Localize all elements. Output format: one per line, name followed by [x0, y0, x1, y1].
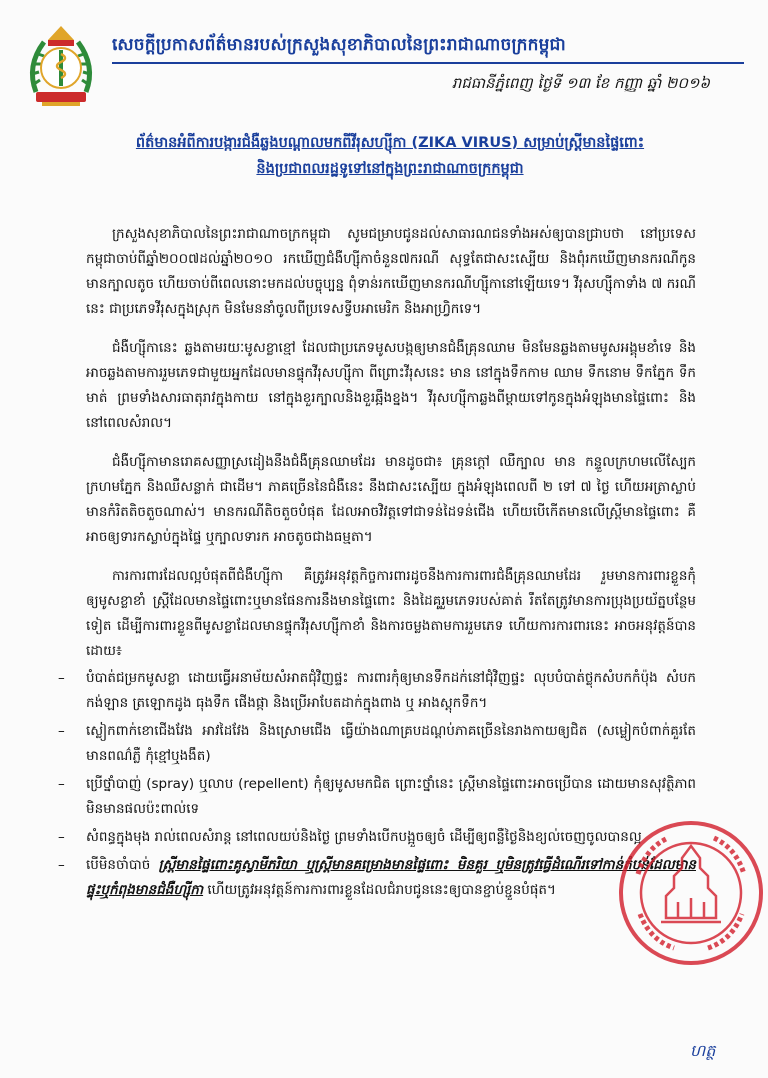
signature-initials: ហត្ថ — [690, 1041, 716, 1060]
letter-date: រាជធានីភ្នំពេញ ថ្ងៃទី ១៣ ខែ កញ្ញា ឆ្នាំ ២០១៦ — [451, 74, 710, 92]
paragraph-1: ក្រសួងសុខាភិបាលនៃព្រះរាជាណាចក្រកម្ពុជា សូមជម្រាបជូនដល់សាធារណជនទាំងអស់ឲ្យបានជ្រាបថា នៅប្រទេសកម្ពុជាចាប់ពីឆ្នាំ២០០៧ដល់ឆ្នាំ២០១០ រកឃើញជំងឺហ្ស៊ីកាចំនួន៧ករណី សុទ្ធតែជាសះស្បើយ និងពុំរកឃើញមានករណីកូនមានក្បាលតូច ហើយចាប់ពីពេលនោះមកដល់បច្ចុប្បន្ន ពុំទាន់រកឃើញមានករណីហ្ស៊ីកានៅឡើយទេ។ វីរុសហ្ស៊ីកាទាំង ៧ ករណីនេះ ជាប្រភេទវីរុសក្នុងស្រុក មិនមែននាំចូលពីប្រទេសទ្វីបអាមេរិក និងអាហ្វ្រិកទេ។ — [86, 226, 696, 317]
paragraph-4: ការការពារដែលល្អបំផុតពីជំងឺហ្ស៊ីកា គឺត្រូវអនុវត្តកិច្ចការពារដូចនឹងការការពារជំងឺគ្រុនឈាមដែរ រួមមានការពារខ្លួនកុំឲ្យមូសខ្លាខាំ ស្រ្តីដែលមានផ្ទៃពោះឬមានផែនការនឹងមានផ្ទៃពោះ និងដៃគូរួមភេទរបស់គាត់ រឹតតែត្រូវមានការប្រុងប្រយ័ត្នបន្ថែមទៀត ដើម្បីការពារខ្លួនពីមូសខ្លាដែលមានផ្ទុកវីរុសហ្ស៊ីកាខាំ និងការចម្លងតាមការរួមភេទ ហើយការការពារនេះ អាចអនុវត្តន៍បាន ដោយ៖ — [86, 568, 696, 659]
list-item — [58, 719, 696, 769]
paragraph-3: ជំងឺហ្ស៊ីកាមានរោគសញ្ញាស្រដៀងនឹងជំងឺគ្រុនឈាមដែរ មានដូចជា៖ គ្រុនក្តៅ ឈឺក្បាល មាន កន្ទួលក្រហមលើស្បែក ក្រហមភ្នែក និងឈឺសន្លាក់ ជាដើម។ ភាគច្រើននៃជំងឺនេះ នឹងជាសះស្បើយ ក្នុងអំឡុងពេលពី ២ ទៅ ៧ ថ្ងៃ ហើយអត្រាស្លាប់មានកំរិតតិចតួចណាស់។ មានករណីតិចតួចបំផុត ដែលអាចវិវត្តទៅជាទន់ដៃទន់ជើង ហើយបើកើតមានលើស្រ្តីមានផ្ទៃពោះ គឺអាចឲ្យទារកស្លាប់ក្នុងផ្ទៃ ឬក្បាលទារក អាចតូចជាងធម្មតា។ — [86, 454, 696, 545]
list-item-text: ស្លៀកពាក់ខោជើងវែង អាវដៃវែង និងស្រោមជើង ធ្វើយ៉ាងណាគ្របដណ្តប់ភាគច្រើននៃរាងកាយឲ្យជិត (សម្លៀកបំពាក់គួរតែមានពណ៌ភ្លឺ កុំខ្មៅឬងងឹត) — [86, 723, 696, 764]
letter-body — [58, 222, 696, 906]
list-item-text: បំបាត់ជម្រកមូសខ្លា ដោយធ្វើអនាម័យសំអាតជុំវិញផ្ទះ ការពារកុំឲ្យមានទឹកដក់នៅជុំវិញផ្ទះ លុបបំបាត់ថ្លុកសំបកកំប៉ុង សំបកកង់ឡាន ត្រឡោកដូង ធុងទឹក ផើងផ្កា និងប្រើអាបែតដាក់ក្នុងពាង ឬ អាងស្តុកទឹក។ — [86, 670, 696, 711]
official-seal-stamp — [616, 818, 766, 968]
prevention-list — [58, 666, 696, 903]
list-item — [58, 666, 696, 716]
paragraph-2: ជំងឺហ្ស៊ីកានេះ ឆ្លងតាមរយៈមូសខ្លាខ្មៅ ដែលជាប្រភេទមូសបង្កឲ្យមានជំងឺគ្រុនឈាម មិនមែនឆ្លងតាមមូសអង្គុមខាំទេ និងអាចឆ្លងតាមការរួមភេទជាមួយអ្នកដែលមានផ្ទុកវីរុសហ្ស៊ីកា ពីព្រោះវីរុសនេះ មាន នៅក្នុងទឹកកាម ឈាម ទឹកនោម ទឹកភ្នែក ទឹកមាត់ ព្រមទាំងសារធាតុរាវក្នុងកាយ នៅក្នុងខួរក្បាលនិងខួរឆ្អឹងខ្នង។ វីរុសហ្ស៊ីកាឆ្លងពីម្តាយទៅកូនក្នុងអំឡុងមានផ្ទៃពោះ និងនៅពេលសំរាល។ — [86, 340, 696, 431]
ministry-emblem-logo — [22, 22, 100, 110]
travel-advice-lead: បើមិនចាំបាច់ — [86, 857, 151, 873]
list-item-text: ប្រើថ្នាំបាញ់ (spray) ឬលាប (repellent) កុំឲ្យមូសមកជិត ព្រោះថ្នាំនេះ ស្រ្តីមានផ្ទៃពោះអាចប្រើបាន ដោយមានសុវត្ថិភាព មិនមានផលប៉ះពាល់ទេ — [86, 776, 696, 817]
header-divider — [112, 62, 744, 64]
bullet-dash: – — [58, 829, 65, 845]
subject-heading — [70, 130, 710, 182]
list-item — [58, 825, 696, 850]
travel-advice-emphasis: ស្រ្តីមានផ្ទៃពោះគូស្វាមីភរិយា ឬស្រ្តីមានគម្រោងមានផ្ទៃពោះ មិនគួរ ឬមិនត្រូវធ្វើដំណើរទៅកាន់តំបន់ដែលមានផ្ទុះឬកំពុងមានជំងឺហ្ស៊ីកា — [86, 857, 696, 898]
travel-advice-tail: ហើយត្រូវអនុវត្តន៍ការការពារខ្លួនដែលជំរាបជូននេះឲ្យបានខ្ជាប់ខ្ជួនបំផុត។ — [207, 882, 556, 898]
list-item-travel-advice — [58, 853, 696, 903]
bullet-dash: – — [58, 776, 65, 792]
bullet-dash: – — [58, 723, 65, 739]
bullet-dash: – — [58, 857, 65, 873]
subject-line-2: និងប្រជាពលរដ្ឋទូទៅនៅក្នុងព្រះរាជាណាចក្រកម្ពុជា — [256, 161, 524, 177]
subject-line-1: ព័ត៌មានអំពីការបង្ការជំងឺឆ្លងបណ្តាលមកពីវីរុសហ្ស៊ីកា (ZIKA VIRUS) សម្រាប់ស្រ្តីមានផ្ទៃពោះ — [135, 135, 645, 151]
list-item-text: សំពន្ធក្នុងមុង រាល់ពេលសំរាន្ត នៅពេលយប់និងថ្ងៃ ព្រមទាំងបើកបង្អួចឲ្យចំ ដើម្បីឲ្យពន្លឺថ្ងៃនិងខ្យល់ចេញចូលបានល្អ — [86, 829, 642, 845]
list-item — [58, 772, 696, 822]
bullet-dash: – — [58, 670, 65, 686]
header-title: សេចក្តីប្រកាសព័ត៌មានរបស់ក្រសួងសុខាភិបាលនៃព្រះរាជាណាចក្រកម្ពុជា — [112, 35, 566, 55]
